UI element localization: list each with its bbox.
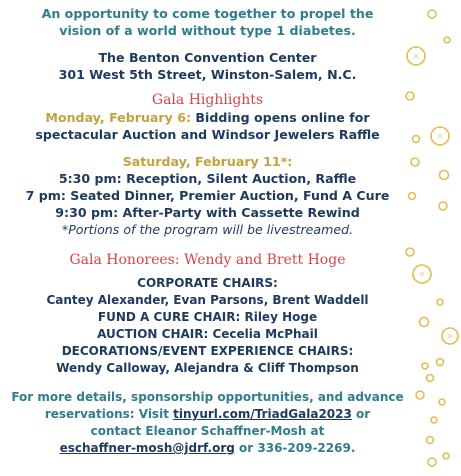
contact-line-2: [0, 407, 415, 421]
monday-line-2: spectacular Auction and Windsor Jewelers Raffle: [35, 127, 380, 142]
schedule-item: 7 pm: Seated Dinner, Premier Auction, Fund A Cure: [25, 188, 390, 203]
auction-chair: AUCTION CHAIR: Cecelia McPhail: [97, 327, 318, 341]
saturday-label: Saturday, February 11*:: [122, 154, 293, 169]
contact-text: or: [351, 407, 371, 421]
venue-address: 301 West 5th Street, Winston-Salem, N.C.: [58, 67, 357, 82]
gala-url-link[interactable]: tinyurl.com/TriadGala2023: [173, 407, 352, 421]
decorations-chairs-heading: DECORATIONS/EVENT EXPERIENCE CHAIRS:: [61, 344, 354, 358]
contact-text: or 336-209-2269.: [234, 441, 356, 455]
decorations-chairs-names: Wendy Calloway, Alejandra & Cliff Thompson: [56, 361, 359, 375]
contact-text: reservations: Visit: [44, 407, 174, 421]
honorees-heading: Gala Honorees: Wendy and Brett Hoge: [69, 252, 346, 268]
corporate-chairs-names: Cantey Alexander, Evan Parsons, Brent Waddell: [46, 293, 369, 307]
schedule-item: 9:30 pm: After-Party with Cassette Rewind: [55, 205, 360, 220]
monday-line: [0, 110, 415, 125]
contact-line-3: contact Eleanor Schaffner-Mosh at: [90, 424, 325, 438]
corporate-chairs-heading: CORPORATE CHAIRS:: [137, 276, 278, 290]
livestream-note: *Portions of the program will be livestreamed.: [61, 222, 354, 237]
intro-line-2: vision of a world without type 1 diabetes.: [59, 23, 356, 38]
schedule-item: 5:30 pm: Reception, Silent Auction, Raffle: [58, 171, 357, 186]
monday-label: Monday, February 6:: [45, 110, 192, 125]
email-link[interactable]: eschaffner-mosh@jdrf.org: [59, 441, 235, 455]
intro-line-1: An opportunity to come together to propel the: [41, 6, 374, 21]
fund-a-cure-chair: FUND A CURE CHAIR: Riley Hoge: [97, 310, 318, 324]
contact-line-4: [0, 441, 415, 455]
venue-name: The Benton Convention Center: [98, 50, 317, 65]
contact-line-1: For more details, sponsorship opportunities, and advance: [11, 390, 404, 404]
monday-text: Bidding opens online for: [191, 110, 370, 125]
highlights-heading: Gala Highlights: [151, 92, 264, 108]
